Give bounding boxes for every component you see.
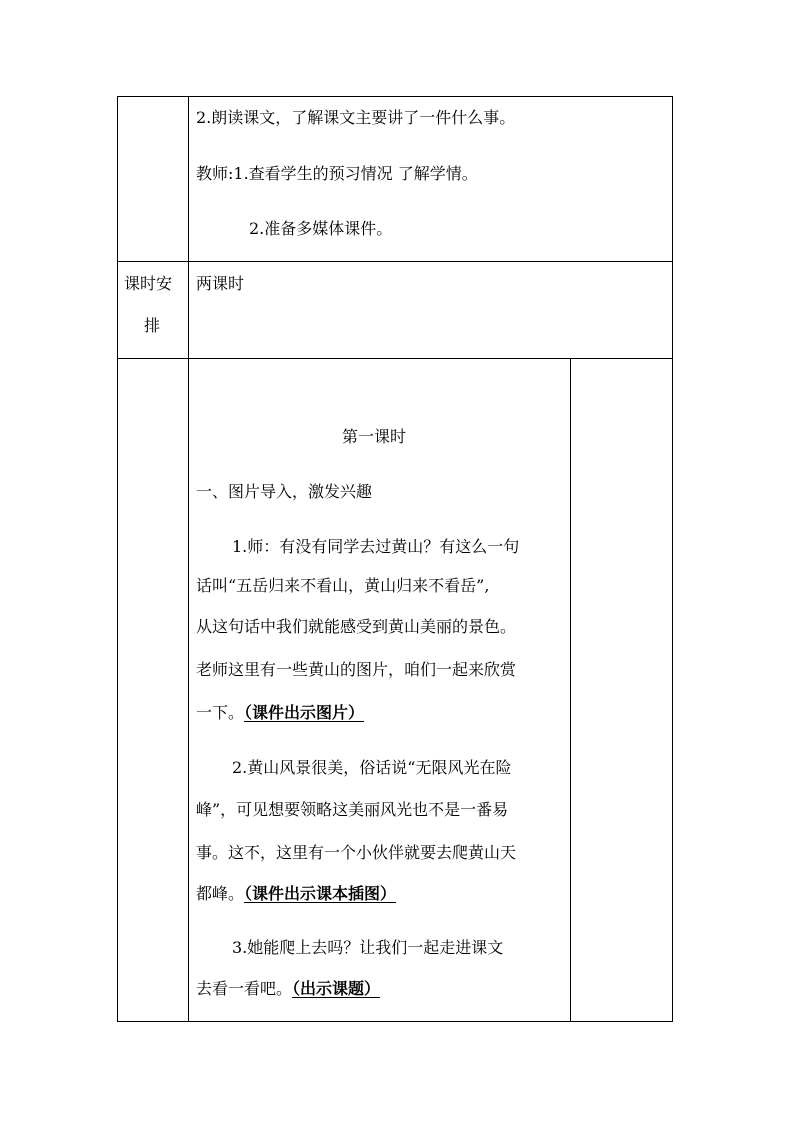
row-divider-2 <box>117 358 673 359</box>
p2-line-4 <box>196 884 396 904</box>
table-left-border <box>117 96 118 1022</box>
p1-line-3: 从这句话中我们就能感受到黄山美丽的景色。 <box>196 617 517 636</box>
p3-line-1: 3.她能爬上去吗？让我们一起走进课文 <box>232 938 504 957</box>
p3-line-2 <box>196 979 380 999</box>
p2-courseware-note: （课件出示课本插图） <box>244 884 397 903</box>
section-heading: 一、图片导入，激发兴趣 <box>196 482 373 501</box>
p2-line-1: 2.黄山风景很美，俗话说“无限风光在险 <box>232 758 512 777</box>
p1-line-5-text: 一下。 <box>196 703 245 722</box>
schedule-label-part-2: 排 <box>144 316 161 335</box>
p1-courseware-note: （课件出示图片） <box>244 703 365 722</box>
table-bottom-border <box>117 1021 673 1022</box>
lesson-title: 第一课时 <box>342 427 407 446</box>
table-top-border <box>117 96 673 97</box>
schedule-label-part-1: 课时安 <box>124 274 173 293</box>
notes-column-divider <box>570 358 571 1022</box>
p2-line-2: 峰”，可见想要领略这美丽风光也不是一番易 <box>196 800 509 819</box>
row-divider-1 <box>117 261 673 262</box>
p1-line-5 <box>196 703 364 723</box>
label-column-divider <box>188 96 189 1022</box>
prep-line-1: 2.朗读课文，了解课文主要讲了一件什么事。 <box>196 108 516 127</box>
p1-line-4: 老师这里有一些黄山的图片，咱们一起来欣赏 <box>196 660 517 679</box>
prep-line-3: 2.准备多媒体课件。 <box>249 219 393 238</box>
p1-line-2: 话叫“五岳归来不看山，黄山归来不看岳”, <box>196 576 490 595</box>
p3-line-2-text: 去看一看吧。 <box>196 979 293 998</box>
p1-line-1: 1.师：有没有同学去过黄山？有这么一句 <box>232 537 520 556</box>
schedule-content: 两课时 <box>196 274 245 293</box>
table-right-border <box>672 96 673 1022</box>
p2-line-3: 事。这不，这里有一个小伙伴就要去爬黄山天 <box>196 843 517 862</box>
p2-line-4-text: 都峰。 <box>196 884 245 903</box>
prep-line-2: 教师:1.查看学生的预习情况 了解学情。 <box>196 164 478 183</box>
p3-title-note: （出示课题） <box>292 979 381 998</box>
